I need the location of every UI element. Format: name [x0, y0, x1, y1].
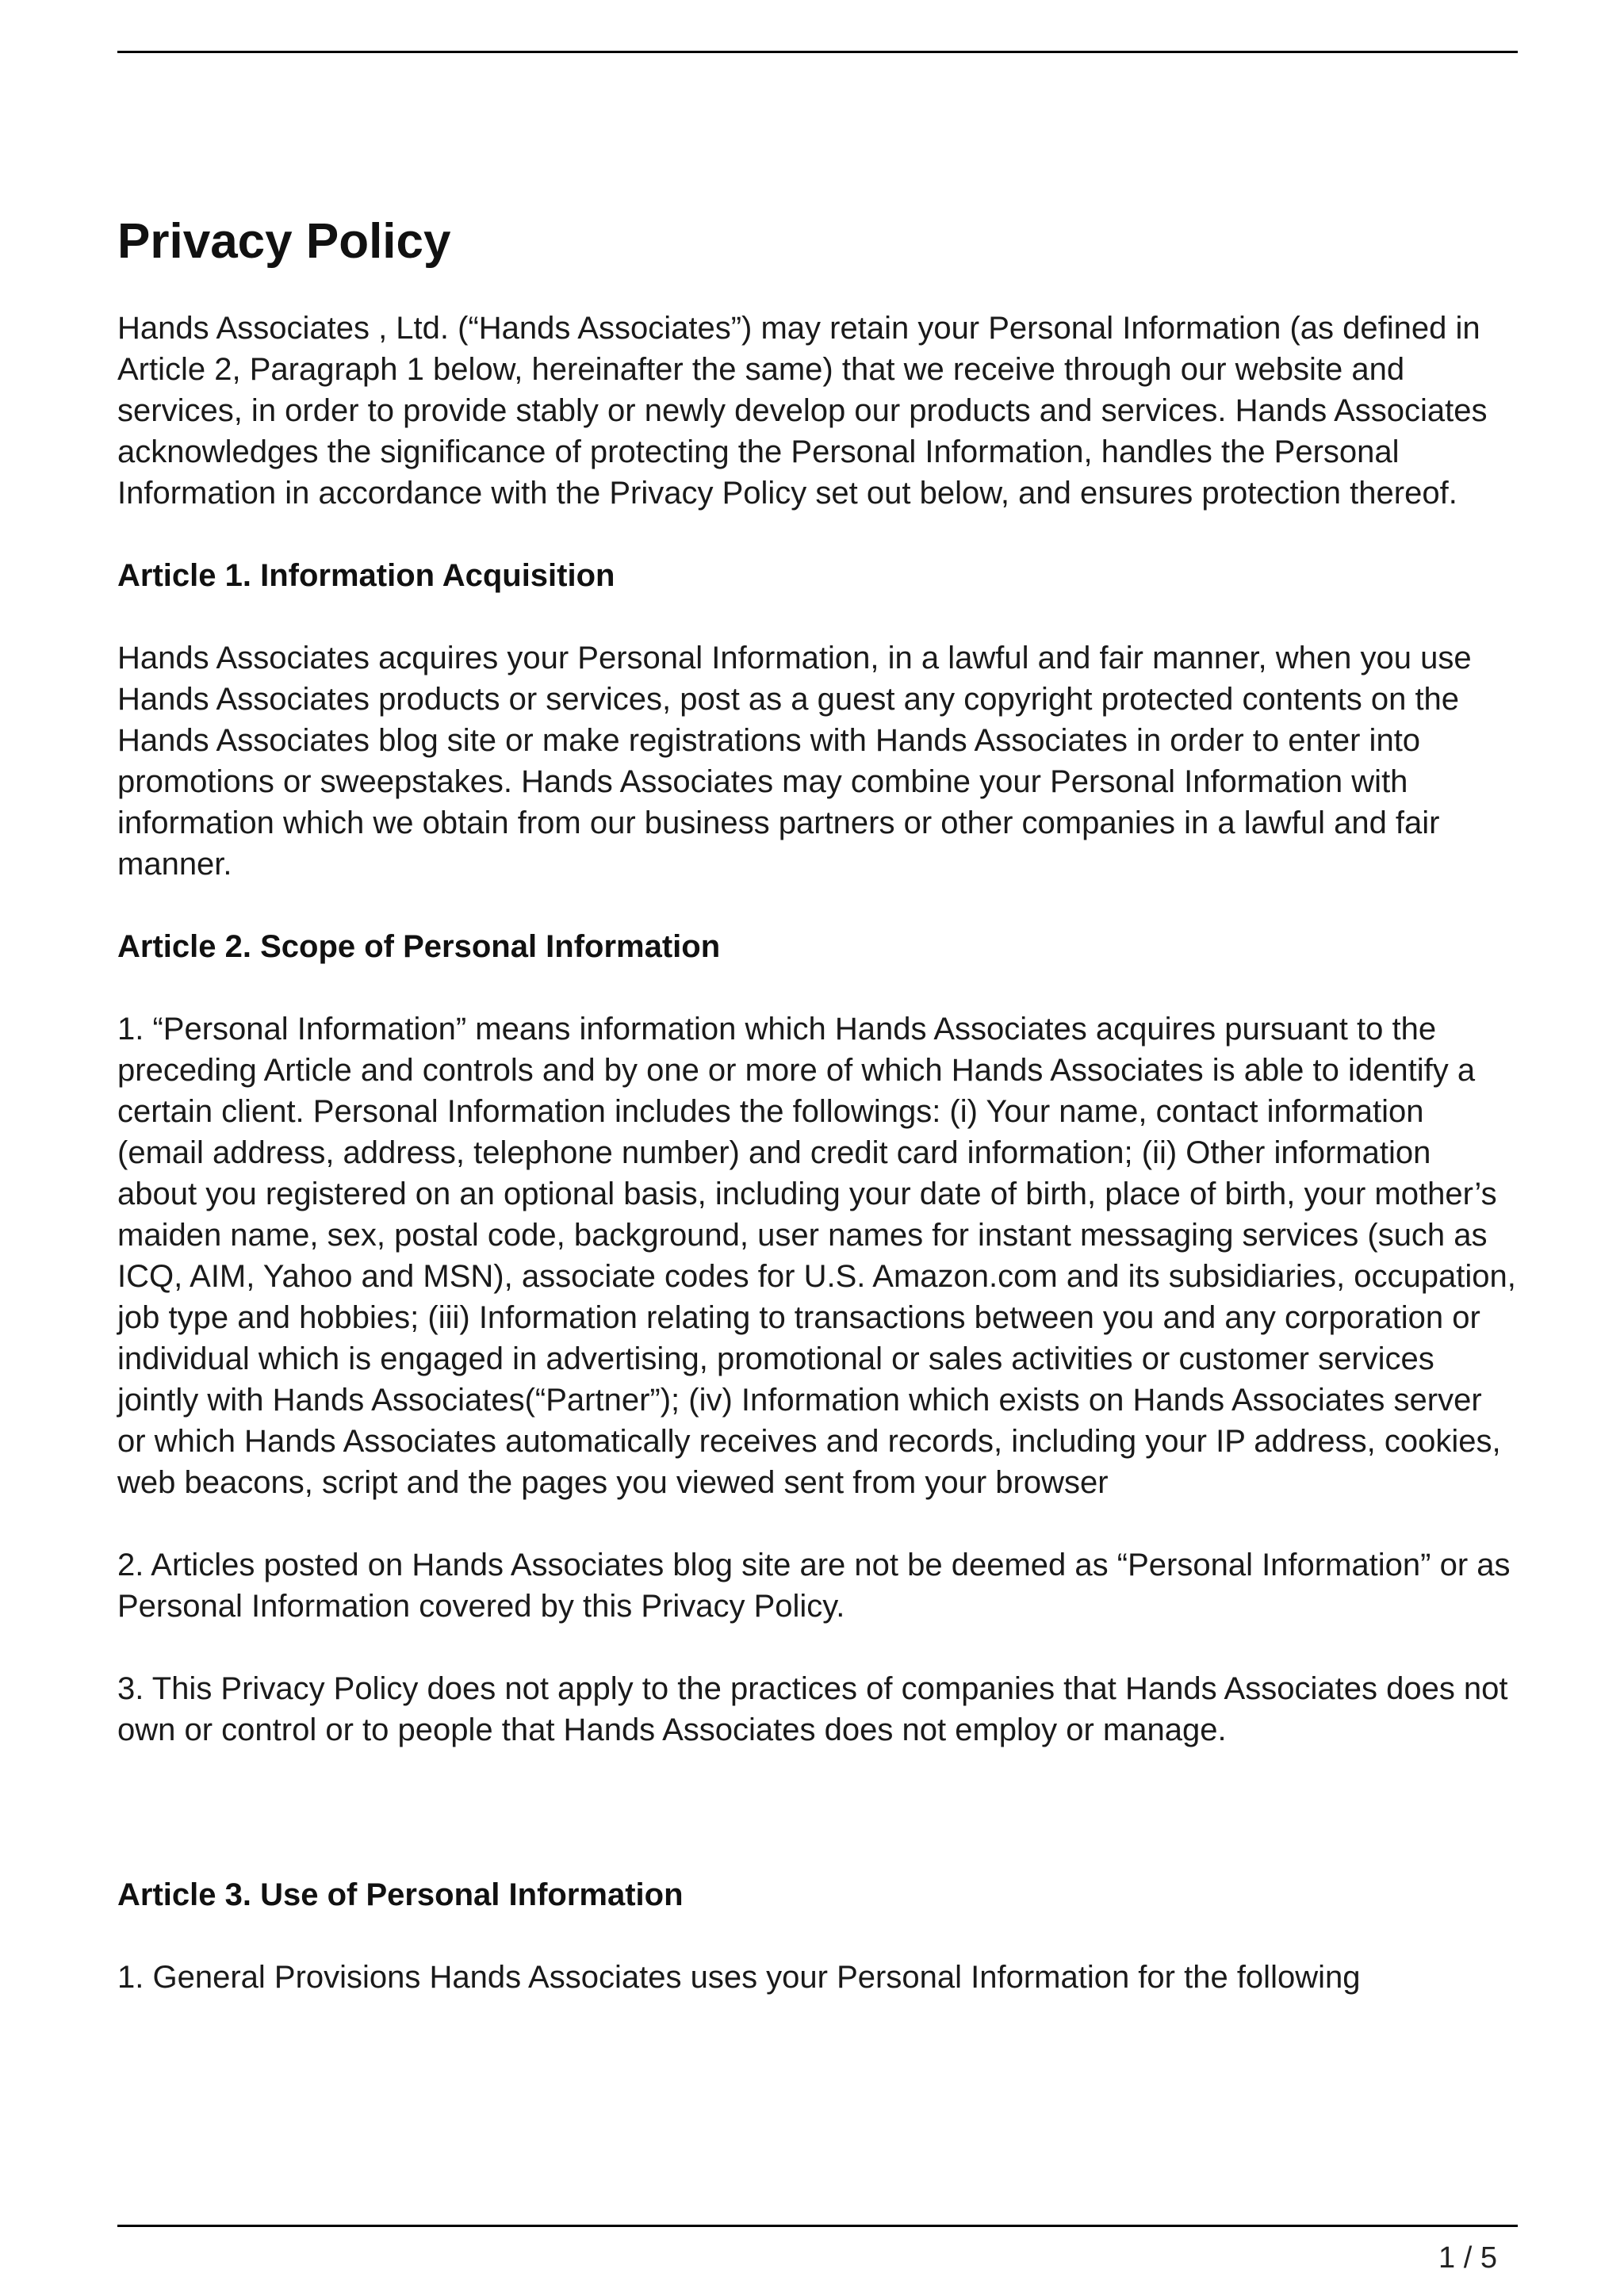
article-1-paragraph: Hands Associates acquires your Personal Information, in a lawful and fair manner, when you use Hands Associates products or services, post as a guest any copyright protected contents on the Hands Associates blog site or make registrations with Hands Associates in order to enter into promotions or sweepstakes. Hands Associates may combine your Personal Information with information which we obtain from our business partners or other companies in a lawful and fair manner. — [117, 641, 1472, 882]
article-3-paragraph-1: 1. General Provisions Hands Associates uses your Personal Information for the following — [117, 1960, 1361, 1995]
intro-paragraph: Hands Associates , Ltd. (“Hands Associates”) may retain your Personal Information (as defined in Article 2, Paragraph 1 below, hereinafter the same) that we receive through our website and services, in order to provide stably or newly develop our products and services. Hands Associates acknowledges the significance of protecting the Personal Information, handles the Personal Information in accordance with the Privacy Policy set out below, and ensures protection thereof. — [117, 311, 1488, 511]
article-2-paragraph-2: 2. Articles posted on Hands Associates blog site are not be deemed as “Personal Information” or as Personal Information covered by this Privacy Policy. — [117, 1548, 1511, 1624]
header-rule — [117, 51, 1518, 53]
document-body — [117, 212, 1518, 1998]
article-3-heading: Article 3. Use of Personal Information — [117, 1877, 684, 1912]
footer-rule — [117, 2225, 1518, 2227]
article-2-paragraph-1: 1. “Personal Information” means information which Hands Associates acquires pursuant to the preceding Article and controls and by one or more of which Hands Associates is able to identify a certain client. Personal Information includes the followings: (i) Your name, contact information (email address, address, telephone number) and credit card information; (ii) Other information about you registered on an optional basis, including your date of birth, place of birth, your mother’s maiden name, sex, postal code, background, user names for instant messaging services (such as ICQ, AIM, Yahoo and MSN), associate codes for U.S. Amazon.com and its subsidiaries, occupation, job type and hobbies; (iii) Information relating to transactions between you and any corporation or individual which is engaged in advertising, promotional or sales activities or customer services jointly with Hands Associates(“Partner”); (iv) Information which exists on Hands Associates server or which Hands Associates automatically receives and records, including your IP address, cookies, web beacons, script and the pages you viewed sent from your browser — [117, 1012, 1516, 1500]
article-2-paragraph-3: 3. This Privacy Policy does not apply to the practices of companies that Hands Associates does not own or control or to people that Hands Associates does not employ or manage. — [117, 1671, 1508, 1747]
article-1-heading: Article 1. Information Acquisition — [117, 558, 615, 593]
article-2-heading: Article 2. Scope of Personal Information — [117, 929, 721, 964]
page-number: 1 / 5 — [1438, 2241, 1497, 2275]
document-title: Privacy Policy — [117, 214, 451, 269]
